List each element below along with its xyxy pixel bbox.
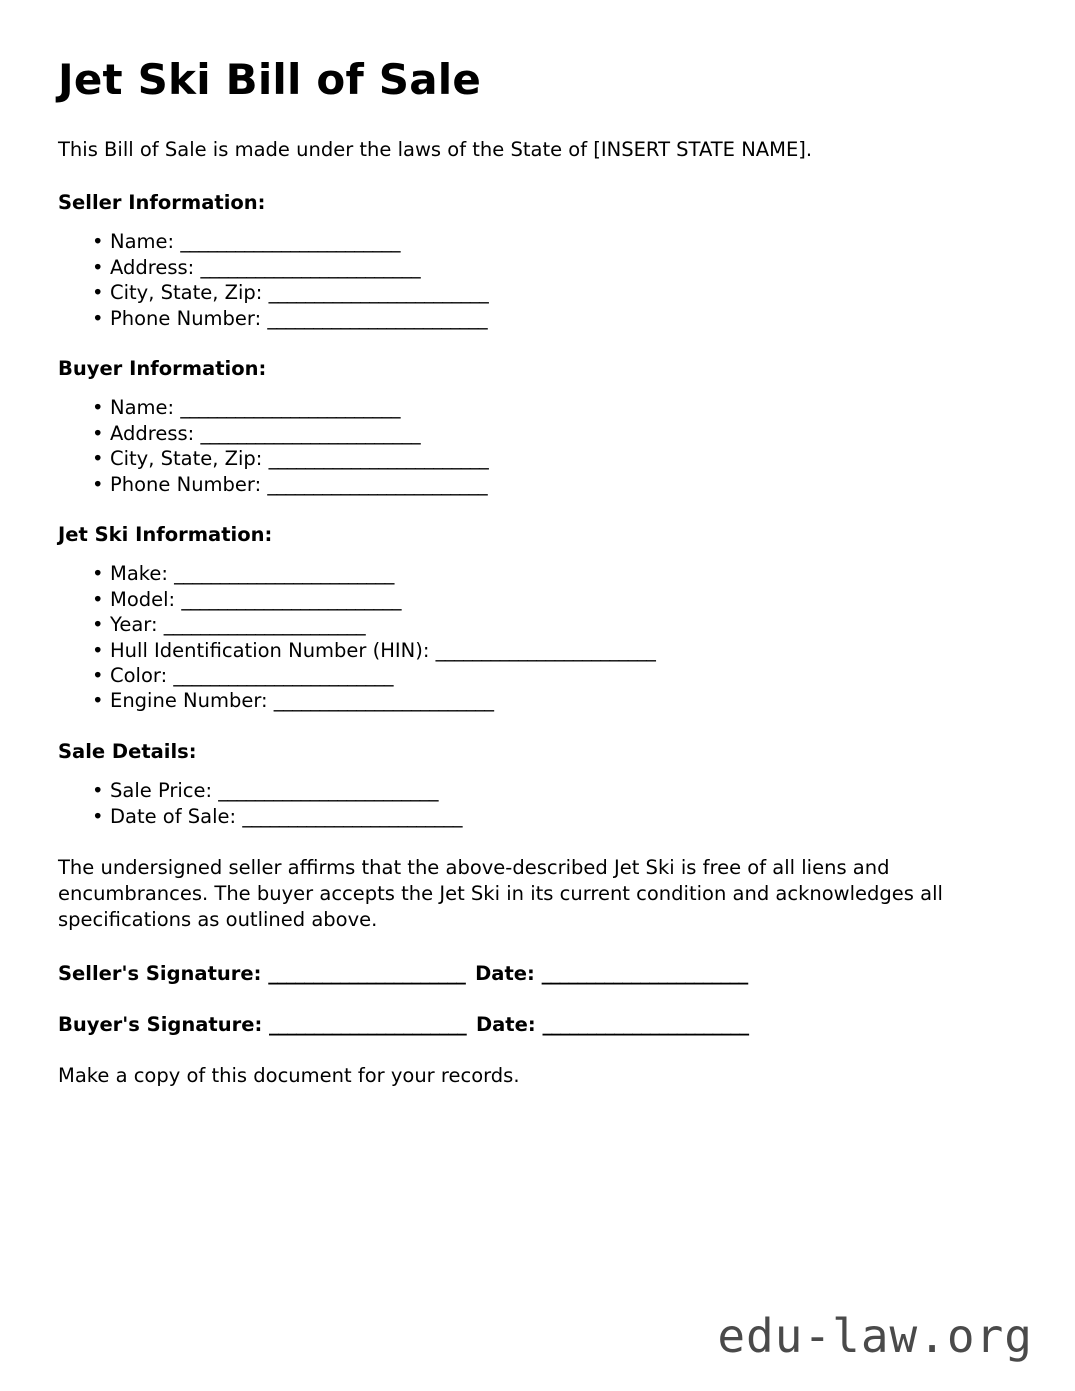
- field-row: [58, 688, 958, 713]
- field-row: [58, 395, 958, 420]
- field-row: [58, 663, 958, 688]
- date-label: Date:: [475, 1013, 536, 1037]
- section-heading: Jet Ski Information:: [58, 522, 273, 546]
- signature-blank[interactable]: ______________________: [269, 1013, 466, 1037]
- field-row: [58, 306, 958, 331]
- field-label: Sale Price:: [110, 779, 213, 803]
- field-label: Address:: [110, 421, 195, 445]
- field-label: Model:: [110, 587, 176, 611]
- affirmation-paragraph: The undersigned seller affirms that the above-described Jet Ski is free of all liens and encumbrances. The buyer accepts the Jet Ski in its current condition and acknowledges all specifications as outlined above.: [58, 855, 943, 931]
- date-label: Date:: [475, 961, 535, 985]
- field-blank[interactable]: ______________________: [163, 613, 366, 637]
- field-label: Phone Number:: [110, 306, 262, 330]
- field-list: [58, 561, 958, 713]
- section-heading: Sale Details:: [58, 739, 197, 763]
- field-row: [58, 280, 958, 305]
- field-list: [58, 395, 958, 497]
- signature-blank[interactable]: ______________________: [268, 961, 466, 985]
- field-label: Phone Number:: [110, 472, 262, 496]
- field-blank[interactable]: ________________________: [268, 447, 489, 471]
- footer-note: Make a copy of this document for your records.: [58, 1064, 520, 1088]
- date-blank[interactable]: _______________________: [542, 1013, 749, 1037]
- field-row: [58, 638, 958, 663]
- document-content: [58, 56, 958, 1089]
- field-row: [58, 561, 958, 586]
- field-blank[interactable]: ________________________: [267, 306, 487, 330]
- field-blank[interactable]: ________________________: [273, 689, 494, 713]
- signature-label: Buyer's Signature:: [58, 1013, 263, 1037]
- field-label: Color:: [110, 663, 168, 687]
- field-blank[interactable]: ________________________: [242, 804, 462, 828]
- signature-row: [58, 961, 958, 986]
- field-blank[interactable]: ________________________: [218, 779, 438, 803]
- signature-label: Seller's Signature:: [58, 961, 262, 985]
- field-blank[interactable]: ________________________: [267, 472, 487, 496]
- field-list: [58, 229, 958, 331]
- intro-paragraph: This Bill of Sale is made under the laws of the State of [INSERT STATE NAME].: [58, 138, 813, 162]
- field-label: Address:: [110, 255, 195, 279]
- sections-container: [58, 191, 958, 829]
- field-blank[interactable]: ________________________: [173, 663, 393, 687]
- field-row: [58, 587, 958, 612]
- signatures-container: [58, 961, 958, 1038]
- date-blank[interactable]: _______________________: [541, 961, 748, 985]
- field-blank[interactable]: ________________________: [435, 638, 656, 662]
- field-label: Make:: [110, 562, 168, 586]
- field-row: [58, 255, 958, 280]
- field-row: [58, 804, 958, 829]
- page-title: Jet Ski Bill of Sale: [58, 55, 482, 104]
- field-list: [58, 778, 958, 829]
- field-label: City, State, Zip:: [110, 447, 263, 471]
- field-label: Date of Sale:: [110, 804, 237, 828]
- field-label: Name:: [110, 396, 175, 420]
- field-row: [58, 421, 958, 446]
- section-heading: Seller Information:: [58, 190, 266, 214]
- field-label: Name:: [110, 230, 175, 254]
- field-label: City, State, Zip:: [110, 281, 263, 305]
- field-blank[interactable]: ________________________: [180, 230, 400, 254]
- section-heading: Buyer Information:: [58, 356, 267, 380]
- field-row: [58, 229, 958, 254]
- field-blank[interactable]: ________________________: [180, 396, 400, 420]
- field-label: Hull Identification Number (HIN):: [110, 638, 430, 662]
- field-label: Year:: [110, 613, 158, 637]
- field-blank[interactable]: ________________________: [200, 421, 421, 445]
- field-blank[interactable]: ________________________: [268, 281, 489, 305]
- field-row: [58, 612, 958, 637]
- field-blank[interactable]: ________________________: [181, 587, 401, 611]
- field-blank[interactable]: ________________________: [200, 255, 421, 279]
- field-label: Engine Number:: [110, 689, 268, 713]
- field-blank[interactable]: ________________________: [174, 562, 394, 586]
- signature-row: [58, 1012, 958, 1037]
- watermark: edu-law.org: [717, 1309, 1033, 1363]
- field-row: [58, 446, 958, 471]
- field-row: [58, 472, 958, 497]
- field-row: [58, 778, 958, 803]
